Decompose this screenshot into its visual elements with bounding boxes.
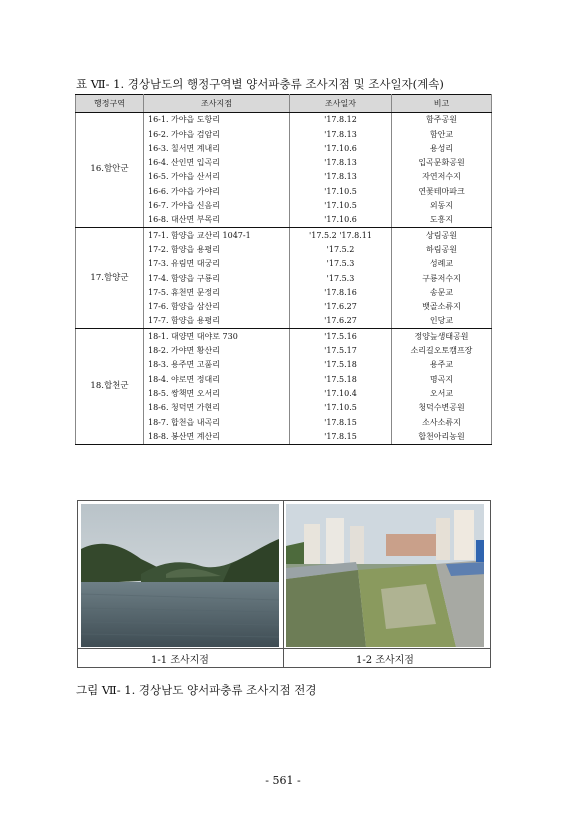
table-row — [76, 329, 492, 344]
site-cell: 17-6. 함양읍 삼산리 — [144, 300, 290, 314]
date-cell: '17.5.18 — [290, 358, 392, 372]
date-cell: '17.6.27 — [290, 300, 392, 314]
remark-cell: 용성리 — [392, 142, 492, 156]
remark-cell: 소사소류지 — [392, 415, 492, 429]
site-cell: 16-8. 대산면 부목리 — [144, 213, 290, 228]
site-cell: 18-7. 합천읍 내곡리 — [144, 415, 290, 429]
photo-label-1: 1-1 조사지점 — [151, 655, 209, 666]
site-cell: 16-4. 산인면 입곡리 — [144, 156, 290, 170]
date-cell: '17.5.2 — [290, 243, 392, 257]
site-cell: 16-6. 가야읍 가야리 — [144, 184, 290, 198]
remark-cell: 함안교 — [392, 127, 492, 141]
remark-cell: 외동지 — [392, 199, 492, 213]
site-cell: 18-3. 용주면 고품리 — [144, 358, 290, 372]
header-region: 행정구역 — [76, 95, 144, 113]
remark-cell: 소리길오토캠프장 — [392, 344, 492, 358]
figure-photo-frame — [77, 500, 491, 668]
date-cell: '17.5.3 — [290, 257, 392, 271]
site-cell: 17-4. 함양읍 구룡리 — [144, 271, 290, 285]
photo-stream — [286, 504, 484, 647]
table-caption: 표 Ⅶ- 1. 경상남도의 행정구역별 양서파충류 조사지점 및 조사일자(계속) — [76, 77, 444, 91]
remark-cell: 오서교 — [392, 387, 492, 401]
date-cell: '17.8.15 — [290, 430, 392, 445]
remark-cell: 송문교 — [392, 286, 492, 300]
region-cell: 17.함양군 — [76, 228, 144, 329]
site-cell: 18-2. 가야면 황산리 — [144, 344, 290, 358]
site-cell: 16-5. 가야읍 산서리 — [144, 170, 290, 184]
remark-cell: 상림공원 — [392, 228, 492, 243]
table-body — [76, 113, 492, 445]
remark-cell: 연꽃테마파크 — [392, 184, 492, 198]
photo-column-divider — [283, 501, 284, 667]
date-cell: '17.10.6 — [290, 142, 392, 156]
site-cell: 16-3. 칠서면 계내리 — [144, 142, 290, 156]
date-cell: '17.10.6 — [290, 213, 392, 228]
photo-label-2: 1-2 조사지점 — [356, 655, 414, 666]
site-cell: 16-7. 가야읍 신음리 — [144, 199, 290, 213]
site-cell: 18-1. 대양면 대야로 730 — [144, 329, 290, 344]
date-cell: '17.10.5 — [290, 184, 392, 198]
header-date: 조사일자 — [290, 95, 392, 113]
date-cell: '17.8.13 — [290, 156, 392, 170]
date-cell: '17.10.4 — [290, 387, 392, 401]
site-cell: 17-1. 함양읍 교산리 1047-1 — [144, 228, 290, 243]
header-remark: 비고 — [392, 95, 492, 113]
survey-table — [75, 94, 492, 445]
date-cell: '17.5.17 — [290, 344, 392, 358]
site-cell: 18-8. 봉산면 계산리 — [144, 430, 290, 445]
site-cell: 17-5. 휴천면 문정리 — [144, 286, 290, 300]
site-cell: 17-2. 함양읍 용평리 — [144, 243, 290, 257]
remark-cell: 합천아리농원 — [392, 430, 492, 445]
date-cell: '17.8.12 — [290, 113, 392, 128]
remark-cell: 정양늪생태공원 — [392, 329, 492, 344]
date-cell: '17.5.18 — [290, 372, 392, 386]
region-cell: 16.함안군 — [76, 113, 144, 228]
remark-cell: 구룡저수지 — [392, 271, 492, 285]
date-cell: '17.8.13 — [290, 127, 392, 141]
site-cell: 18-6. 청덕면 가현리 — [144, 401, 290, 415]
date-cell: '17.10.5 — [290, 401, 392, 415]
site-cell: 17-3. 유림면 대궁리 — [144, 257, 290, 271]
site-cell: 16-2. 가야읍 검암리 — [144, 127, 290, 141]
date-cell: '17.5.2 '17.8.11 — [290, 228, 392, 243]
site-cell: 18-5. 쌍책면 오서리 — [144, 387, 290, 401]
remark-cell: 입곡문화공원 — [392, 156, 492, 170]
date-cell: '17.8.15 — [290, 415, 392, 429]
remark-cell: 청덕수변공원 — [392, 401, 492, 415]
date-cell: '17.5.3 — [290, 271, 392, 285]
remark-cell: 용주교 — [392, 358, 492, 372]
table-row — [76, 228, 492, 243]
site-cell: 18-4. 야로면 정대리 — [144, 372, 290, 386]
remark-cell: 도흥지 — [392, 213, 492, 228]
remark-cell: 뱃골소류지 — [392, 300, 492, 314]
photo-reservoir — [81, 504, 279, 647]
remark-cell: 명곡지 — [392, 372, 492, 386]
date-cell: '17.5.16 — [290, 329, 392, 344]
page-number: - 561 - — [265, 774, 301, 787]
remark-cell: 하림공원 — [392, 243, 492, 257]
photo-label-divider — [78, 648, 490, 649]
site-cell: 16-1. 가야읍 도항리 — [144, 113, 290, 128]
remark-cell: 함주공원 — [392, 113, 492, 128]
table-header-row — [76, 95, 492, 113]
date-cell: '17.8.16 — [290, 286, 392, 300]
table-row — [76, 113, 492, 128]
date-cell: '17.10.5 — [290, 199, 392, 213]
date-cell: '17.6.27 — [290, 314, 392, 329]
remark-cell: 자연저수지 — [392, 170, 492, 184]
date-cell: '17.8.13 — [290, 170, 392, 184]
region-cell: 18.합천군 — [76, 329, 144, 444]
header-site: 조사지점 — [144, 95, 290, 113]
figure-caption: 그림 Ⅶ- 1. 경상남도 양서파충류 조사지점 전경 — [76, 683, 317, 697]
remark-cell: 성례교 — [392, 257, 492, 271]
remark-cell: 인당교 — [392, 314, 492, 329]
site-cell: 17-7. 함양읍 용평리 — [144, 314, 290, 329]
